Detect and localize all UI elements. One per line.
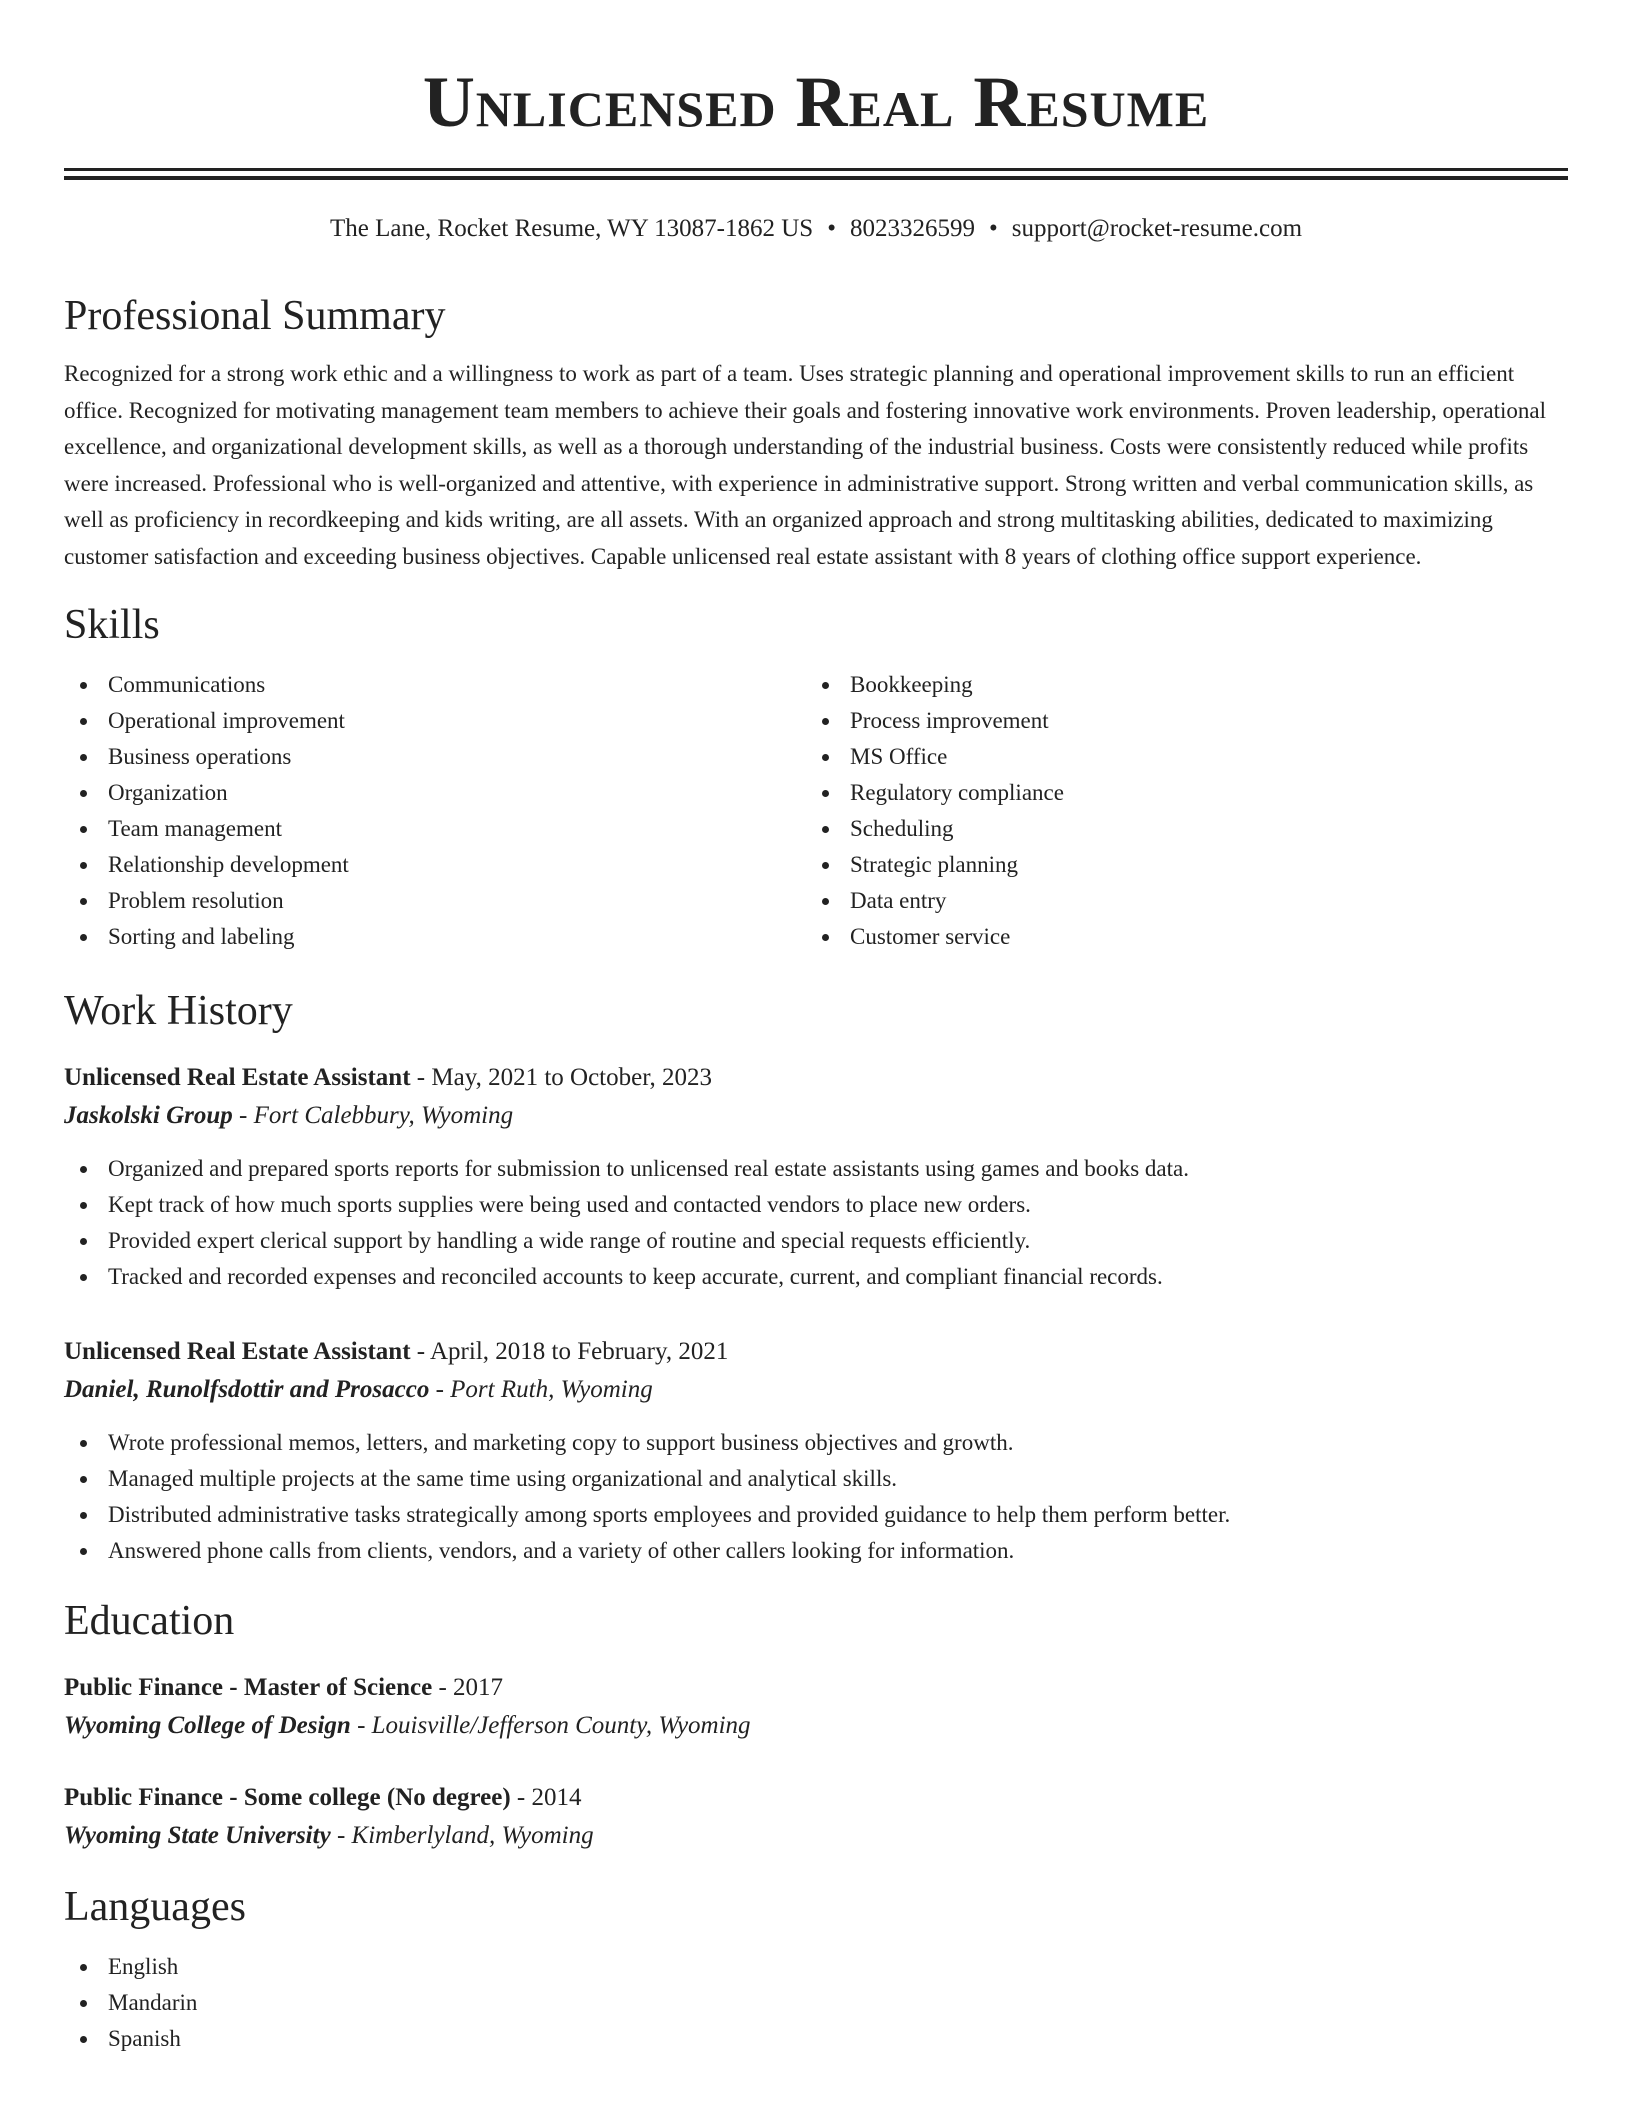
school-line — [64, 1817, 1568, 1855]
contact-line — [64, 212, 1568, 246]
title-rule-bottom — [64, 176, 1568, 180]
summary-text: Recognized for a strong work ethic and a willingness to work as part of a team. Uses strategic planning and operational improvement skills to run an efficient office. Recognized for motivating management team members to achieve their goals and fostering innovative work environments. Proven leadership, operational excellence, and organizational development skills, as well as a thorough understanding of the industrial business. Costs were consistently reduced while profits were increased. Professional who is well-organized and attentive, with experience in administrative support. Strong written and verbal communication skills, as well as proficiency in recordkeeping and kids writing, are all assets. With an organized approach and strong multitasking abilities, dedicated to maximizing customer satisfaction and exceeding business objectives. Capable unlicensed real estate assistant with 8 years of clothing office support experience. — [64, 361, 1546, 569]
skill-item: Business operations — [64, 739, 806, 775]
education-section — [64, 1595, 1568, 1855]
job-duty: Managed multiple projects at the same time using organizational and analytical skills. — [64, 1461, 1568, 1497]
skills-columns — [64, 667, 1568, 955]
job-dates: - April, 2018 to February, 2021 — [410, 1338, 729, 1365]
job-title: Unlicensed Real Estate Assistant — [64, 1338, 411, 1365]
contact-phone: 8023326599 — [849, 215, 975, 242]
contact-address: The Lane, Rocket Resume, WY 13087-1862 US — [329, 215, 814, 242]
degree-year: - 2017 — [432, 1674, 504, 1701]
school-line — [64, 1707, 1568, 1745]
job-company: Jaskolski Group — [64, 1102, 233, 1129]
contact-email: support@rocket-resume.com — [1011, 215, 1303, 242]
job-duty: Provided expert clerical support by handling a wide range of routine and special requests efficiently. — [64, 1223, 1568, 1259]
school: Wyoming State University — [64, 1822, 331, 1849]
skill-item: Bookkeeping — [806, 667, 1548, 703]
skill-item: MS Office — [806, 739, 1548, 775]
skill-item: Data entry — [806, 883, 1548, 919]
skill-item: Scheduling — [806, 811, 1548, 847]
summary-section — [64, 290, 1568, 575]
language-item: Mandarin — [64, 1985, 1568, 2021]
degree: Public Finance - Some college (No degree) — [64, 1784, 511, 1811]
school-location: - Louisville/Jefferson County, Wyoming — [350, 1712, 751, 1739]
language-item: English — [64, 1949, 1568, 1985]
skill-item: Problem resolution — [64, 883, 806, 919]
languages-section — [64, 1881, 1568, 2057]
skills-section — [64, 599, 1568, 955]
job-title-line — [64, 1333, 1568, 1371]
skills-heading: Skills — [64, 602, 160, 648]
skill-item: Relationship development — [64, 847, 806, 883]
degree-line — [64, 1669, 1568, 1707]
job-entry — [64, 1059, 1568, 1295]
education-heading: Education — [64, 1598, 235, 1644]
school: Wyoming College of Design — [64, 1712, 351, 1739]
work-history-section — [64, 985, 1568, 1569]
summary-heading: Professional Summary — [64, 293, 446, 339]
job-duty: Tracked and recorded expenses and reconciled accounts to keep accurate, current, and compliant financial records. — [64, 1259, 1568, 1295]
job-dates: - May, 2021 to October, 2023 — [410, 1064, 713, 1091]
degree-line — [64, 1779, 1568, 1817]
contact-separator: • — [988, 215, 998, 242]
skill-item: Customer service — [806, 919, 1548, 955]
skills-list-right — [806, 667, 1548, 955]
languages-heading: Languages — [64, 1884, 246, 1930]
education-entry — [64, 1779, 1568, 1855]
education-entry — [64, 1669, 1568, 1745]
degree: Public Finance - Master of Science — [64, 1674, 433, 1701]
job-title-line — [64, 1059, 1568, 1097]
skill-item: Strategic planning — [806, 847, 1548, 883]
resume-page — [64, 0, 1568, 2057]
job-location: - Fort Calebbury, Wyoming — [232, 1102, 514, 1129]
job-title: Unlicensed Real Estate Assistant — [64, 1064, 411, 1091]
skills-list-left — [64, 667, 806, 955]
job-company: Daniel, Runolfsdottir and Prosacco — [64, 1376, 430, 1403]
job-duties — [64, 1151, 1568, 1295]
job-entry — [64, 1333, 1568, 1569]
job-duty: Wrote professional memos, letters, and marketing copy to support business objectives and growth. — [64, 1425, 1568, 1461]
languages-list — [64, 1949, 1568, 2057]
skill-item: Team management — [64, 811, 806, 847]
skill-item: Communications — [64, 667, 806, 703]
resume-title: Unlicensed Real Resume — [422, 62, 1210, 142]
title-rule-top — [64, 168, 1568, 171]
work-history-heading: Work History — [64, 988, 293, 1034]
language-item: Spanish — [64, 2021, 1568, 2057]
skill-item: Sorting and labeling — [64, 919, 806, 955]
school-location: - Kimberlyland, Wyoming — [330, 1822, 594, 1849]
contact-separator: • — [827, 215, 836, 242]
job-duty: Answered phone calls from clients, vendors, and a variety of other callers looking for information. — [64, 1533, 1568, 1569]
job-company-line — [64, 1097, 1568, 1135]
job-duties — [64, 1425, 1568, 1569]
job-company-line — [64, 1371, 1568, 1409]
skill-item: Regulatory compliance — [806, 775, 1548, 811]
skill-item: Organization — [64, 775, 806, 811]
skill-item: Operational improvement — [64, 703, 806, 739]
job-location: - Port Ruth, Wyoming — [429, 1376, 653, 1403]
skill-item: Process improvement — [806, 703, 1548, 739]
degree-year: - 2014 — [510, 1784, 582, 1811]
job-duty: Organized and prepared sports reports for submission to unlicensed real estate assistants using games and books data. — [64, 1151, 1568, 1187]
job-duty: Distributed administrative tasks strategically among sports employees and provided guidance to help them perform better. — [64, 1497, 1568, 1533]
job-duty: Kept track of how much sports supplies were being used and contacted vendors to place new orders. — [64, 1187, 1568, 1223]
